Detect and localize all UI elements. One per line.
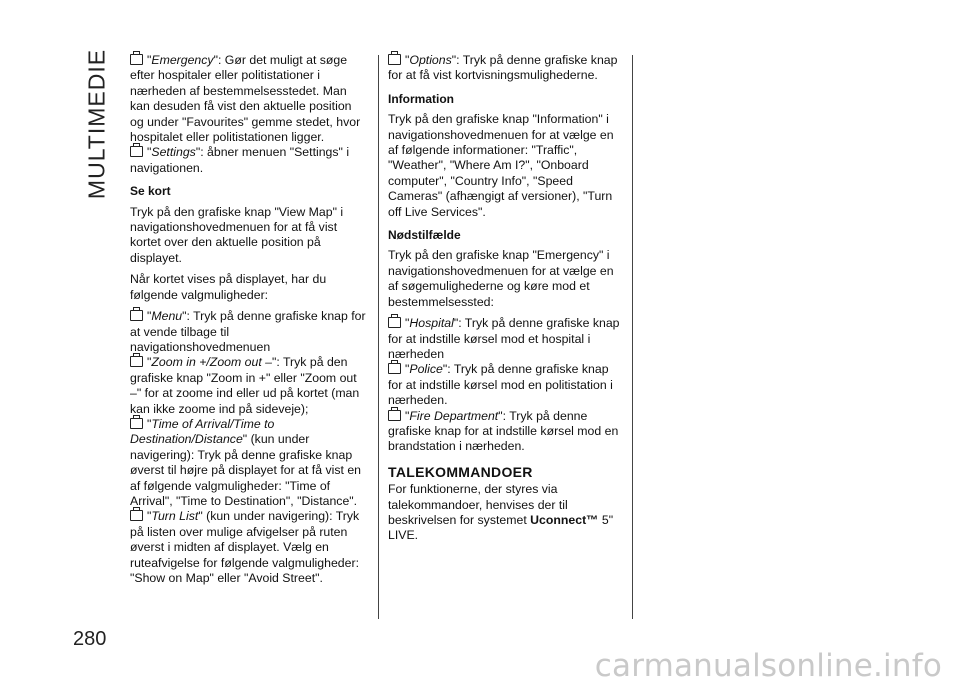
column-divider [378,55,379,619]
bullet-icon [388,54,401,65]
watermark: carmanualsonline.info [594,648,942,684]
text-column-right [388,53,624,550]
term: Time of Arrival/Time to Destination/Distance [130,416,275,447]
section-tab-label: MULTIMEDIE [83,48,110,200]
column-divider [632,55,633,619]
bullet-icon [130,356,143,367]
item-text: : Tryk på denne grafiske knap for at vende tilbage til navigationshovedmenuen [130,309,366,354]
list-item: "Options": Tryk på denne grafiske knap for at få vist kortvisningsmulighederne. [388,53,618,83]
item-text: : Tryk på denne grafiske knap for at indstille kørsel mod en politistation i nærheden. [388,362,613,408]
item-text: : åbner menuen "Settings" i navigationen. [130,145,350,175]
paragraph: Tryk på den grafiske knap "Information" i navigationshovedmenuen for at vælge en af følgende informationer: "Traffic", "Weather", "Where Am I?", "Onboard computer", "Country Info", "Speed Cameras" (afhængigt af versioner), "Turn off Live Services". [388,112,614,219]
term: Zoom in +/Zoom out – [151,355,273,370]
bullet-icon [130,310,143,321]
term: Fire Department [409,408,499,423]
text-column-left [130,53,368,586]
list-item: "Turn List" (kun under navigering): Tryk på listen over mulige afvigelser på ruten øverst i midten af displayet. Vælg en ruteafvigelse for følgende valgmuligheder: "Show on Map" eller "Avoid Street". [130,509,360,585]
paragraph-text: For funktionerne, der styres via talekommandoer, henvises der til beskrivelsen for systemet [388,482,568,527]
term: Turn List [151,509,199,524]
bullet-icon [130,418,143,429]
bullet-icon [388,317,401,328]
item-text: : Gør det muligt at søge efter hospitaler eller politistationer i nærheden af bestemmelsesstedet. Man kan desuden få vist den aktuelle position og under "Favourites" gemme stedet, hvor hospitalet eller politistationen ligger. [130,53,361,145]
paragraph: Tryk på den grafiske knap "View Map" i navigationshovedmenuen for at få vist kortet over den aktuelle position på displayet. [130,204,344,265]
subheading: Se kort [130,184,171,199]
bullet-icon [130,54,143,65]
term: Menu [151,309,183,324]
item-text: : Tryk på denne grafiske knap for at få vist kortvisningsmulighederne. [388,53,618,83]
term: Police [409,362,443,377]
product-name: Uconnect™ [530,512,599,527]
term: Hospital [409,316,454,331]
section-heading: TALEKOMMANDOER [388,463,533,480]
list-item: "Zoom in +/Zoom out –": Tryk på den grafiske knap "Zoom in +" eller "Zoom out –" for at zoome ind eller ud på kortet (man kan ikke zoome ind på sideveje); [130,355,360,416]
paragraph: Tryk på den grafiske knap "Emergency" i navigationshovedmenuen for at vælge en af søgemulighederne og køre mod et bestemmelsessted: [388,248,614,309]
list-item: "Menu": Tryk på denne grafiske knap for at vende tilbage til navigationshovedmenuen [130,309,366,354]
bullet-icon [388,410,401,421]
bullet-icon [130,510,143,521]
subheading: Nødstilfælde [388,228,461,243]
item-text: (kun under navigering): Tryk på listen over mulige afvigelser på ruten øverst i midten af displayet. Vælg en ruteafvigelse for følgende valgmuligheder: "Show on Map" eller "Avoid Street". [130,509,360,585]
term: Options [409,53,452,67]
list-item: "Fire Department": Tryk på denne grafiske knap for at indstille kørsel mod en brandstation i nærheden. [388,408,619,454]
term: Settings [151,145,196,160]
bullet-icon [388,363,401,374]
section-tab [83,48,111,200]
term: Emergency [151,53,214,67]
list-item: "Hospital": Tryk på denne grafiske knap for at indstille kørsel mod et hospital i nærheden [388,316,620,361]
item-text: : Tryk på den grafiske knap "Zoom in +" eller "Zoom out –" for at zoome ind eller ud på kortet (man kan ikke zoome ind på sideveje); [130,355,360,416]
product-suffix: 5" LIVE. [388,512,614,543]
page-number: 280 [73,628,107,650]
item-text: : Tryk på denne grafiske knap for at indstille kørsel mod en brandstation i nærheden. [388,408,619,454]
item-text: : Tryk på denne grafiske knap for at indstille kørsel mod et hospital i nærheden [388,316,620,361]
list-item: "Settings": åbner menuen "Settings" i navigationen. [130,145,350,175]
bullet-icon [130,146,143,157]
list-item: "Police": Tryk på denne grafiske knap for at indstille kørsel mod en politistation i nærheden. [388,362,613,408]
paragraph [388,482,624,544]
list-item: "Emergency": Gør det muligt at søge efter hospitaler eller politistationer i nærheden af bestemmelsesstedet. Man kan desuden få vist den aktuelle position og under "Favourites" gemme stedet, hvor hospitalet eller politistationen ligger. [130,53,361,145]
subheading: Information [388,91,454,106]
paragraph: Når kortet vises på displayet, har du følgende valgmuligheder: [130,272,327,302]
item-text: (kun under navigering): Tryk på denne grafiske knap øverst til højre på displayet for at få vist en af følgende valgmuligheder: "Time of Arrival", "Time to Destination", "Distance". [130,432,361,508]
list-item: "Time of Arrival/Time to Destination/Distance" (kun under navigering): Tryk på denne grafiske knap øverst til højre på displayet for at få vist en af følgende valgmuligheder: "Time of Arrival", "Time to Destination", "Distance". [130,416,361,508]
